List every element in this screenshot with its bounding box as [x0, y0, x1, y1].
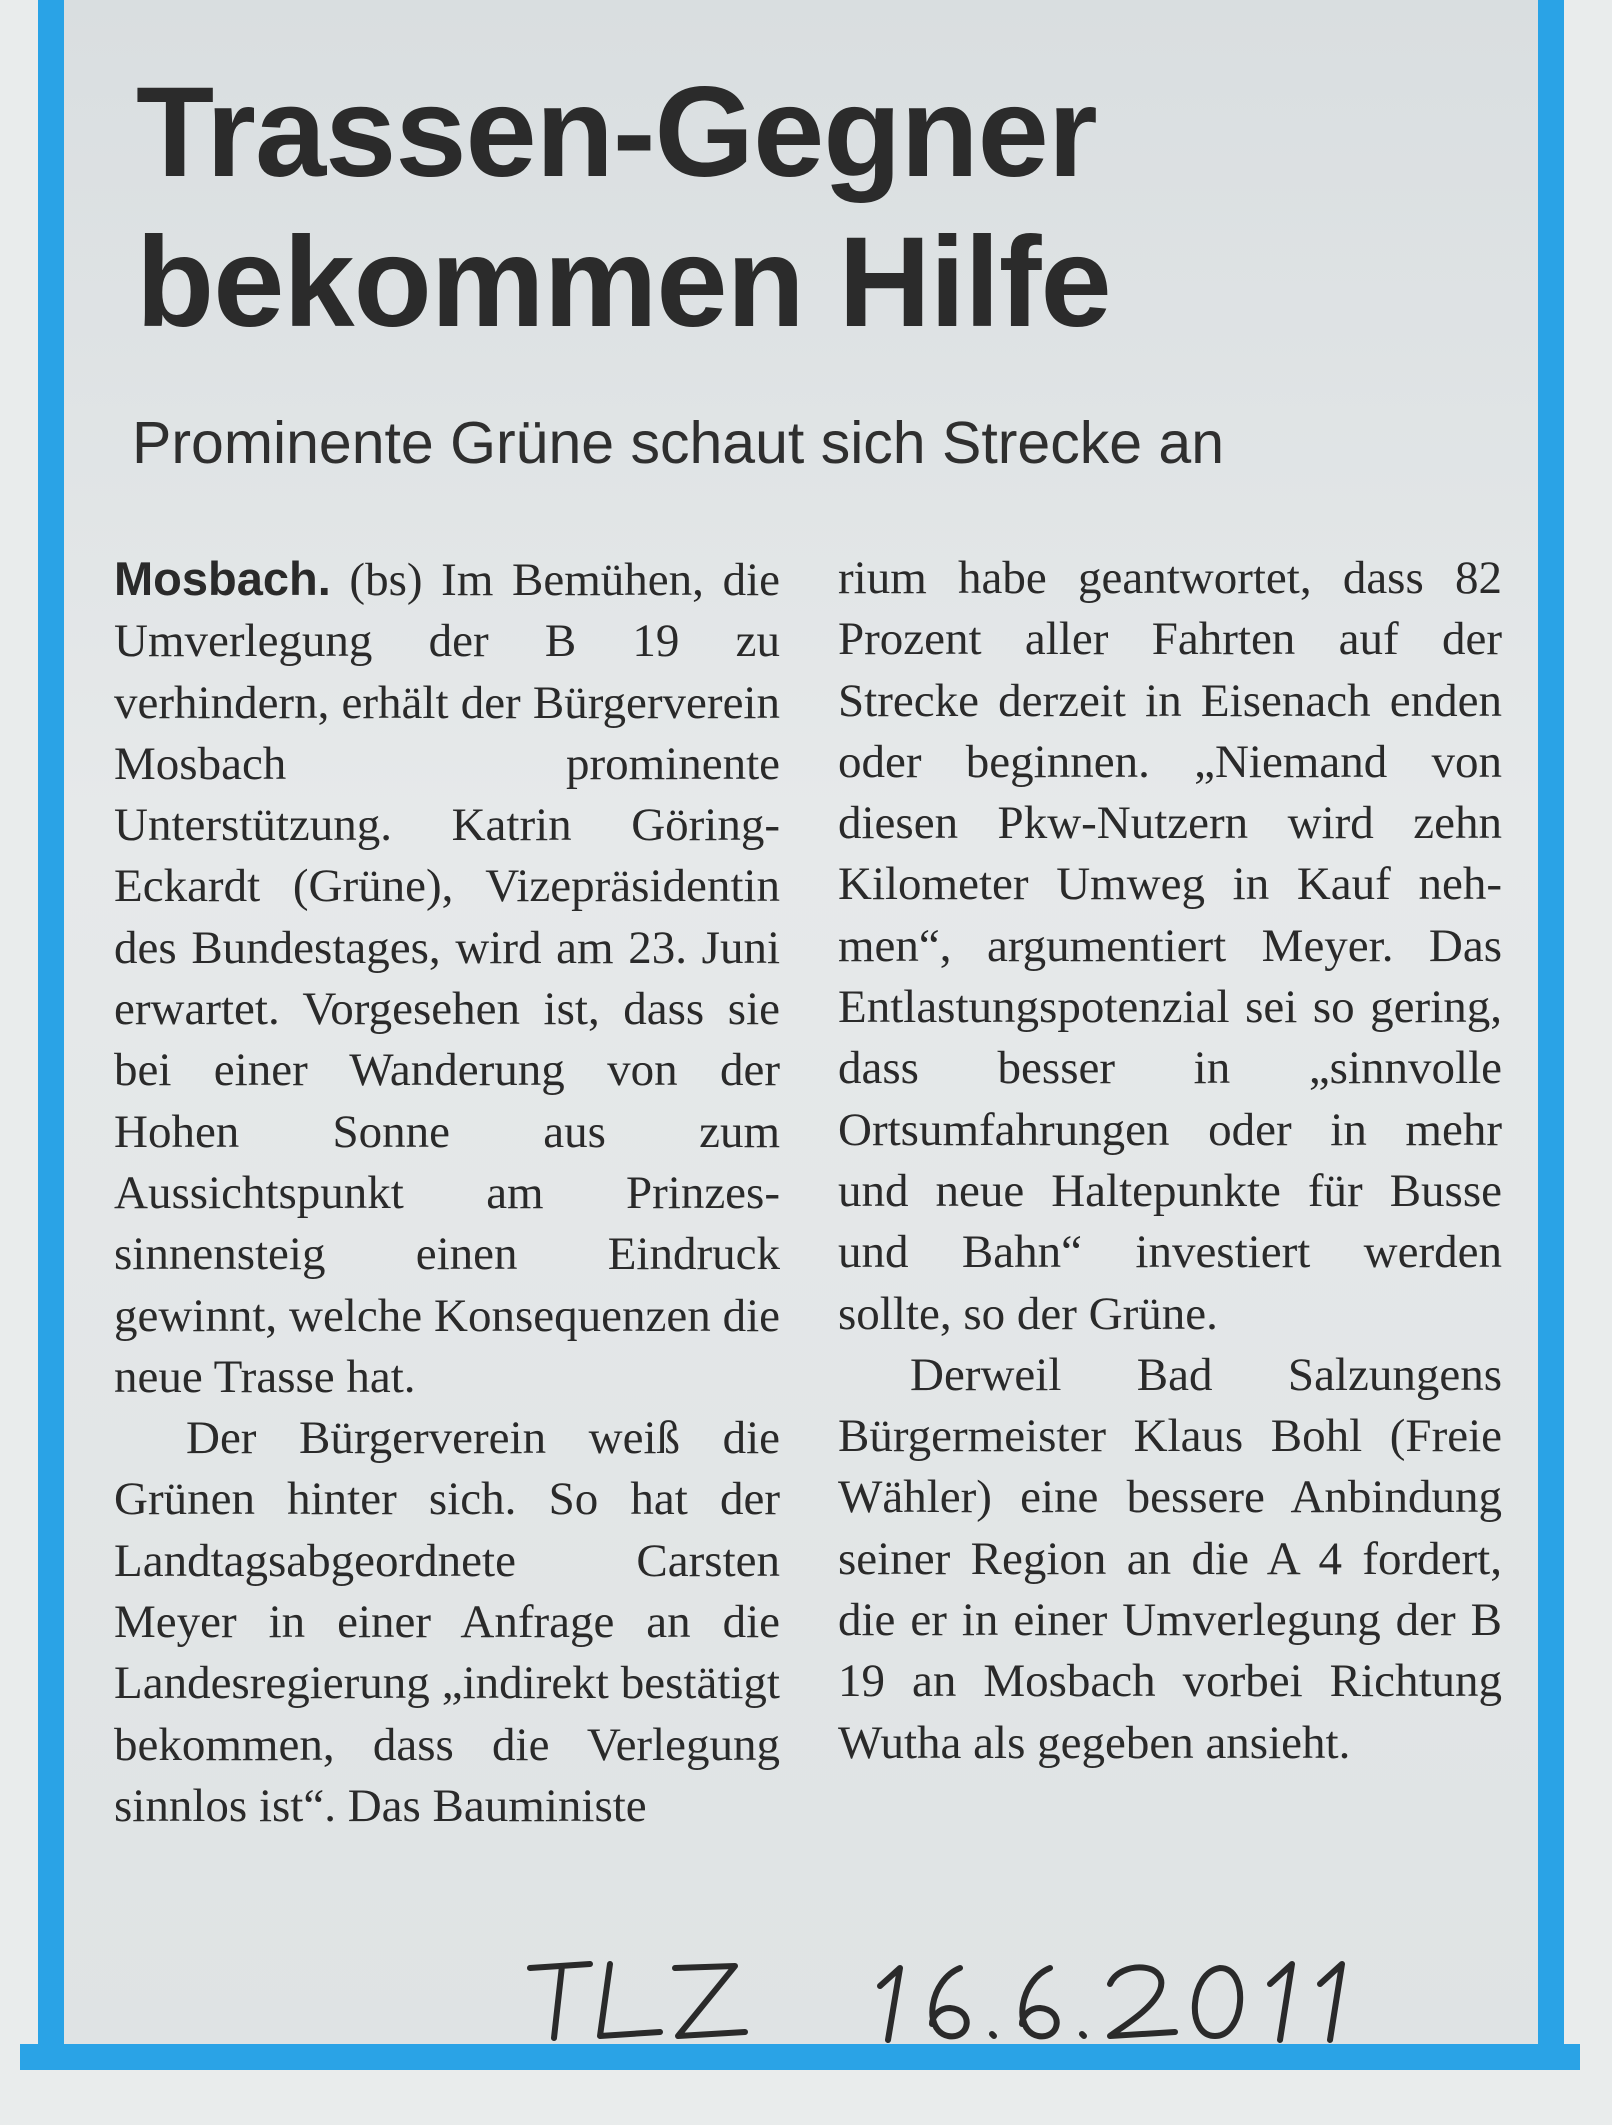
- subheadline: Prominente Grüne schaut sich Strecke an: [132, 410, 1225, 476]
- headline: [136, 58, 1516, 358]
- headline-line-1: Trassen-Gegner: [136, 61, 1097, 204]
- handwriting-drawing: [470, 1940, 1470, 2050]
- paragraph-text: (bs) Im Bemühen, die Umverlegung der B 19 zu verhindern, erhält der Bürgerverein Mosbach prominente Unterstützung. Katrin Göring-Eckardt (Grüne), Vizepräsidentin des Bundestages, wird am 23. Juni erwartet. Vorgesehen ist, dass sie bei einer Wanderung von der Hohen Sonne aus zum Aussichtspunkt am Prinzessinnensteig einen Eindruck gewinnt, welche Konsequenzen die neue Trasse hat.: [114, 554, 780, 1403]
- paragraph: rium habe geantwortet, dass 82 Prozent aller Fahrten auf der Strecke derzeit in Eisenach enden oder beginnen. „Niemand von diesen Pkw-Nutzern wird zehn Kilometer Umweg in Kauf nehmen“, argumentiert Meyer. Das Entlastungspotenzial sei so gering, dass besser in „sinnvolle Ortsumfahrungen oder in mehr und neue Haltepunkte für Busse und Bahn“ investiert werden sollte, so der Grüne.: [838, 552, 1502, 1340]
- column-left: [114, 548, 780, 1837]
- paragraph: Derweil Bad Salzungens Bürgermeister Klaus Bohl (Freie Wähler) eine bessere Anbindung seiner Region an die A 4 fordert, die er in einer Umverlegung der B 19 an Mosbach vorbei Richtung Wutha als gegeben ansieht.: [838, 1348, 1502, 1769]
- newspaper-clipping: [64, 0, 1538, 2044]
- frame-border-left: [38, 0, 64, 2068]
- handwritten-source-note: [470, 1940, 1470, 2050]
- headline-line-2: bekommen Hilfe: [136, 211, 1111, 354]
- dateline: Mosbach.: [114, 552, 331, 605]
- paragraph: Der Bürgerverein weiß die Grünen hinter sich. So hat der Landtagsabgeordnete Carsten Meyer in einer Anfrage an die Landesregierung „indirekt bestätigt bekommen, dass die Verlegung sinnlos ist“. Das Bauministe: [114, 1412, 780, 1832]
- column-right: [838, 548, 1502, 1774]
- paragraph: [114, 548, 780, 1408]
- frame-border-right: [1538, 0, 1564, 2068]
